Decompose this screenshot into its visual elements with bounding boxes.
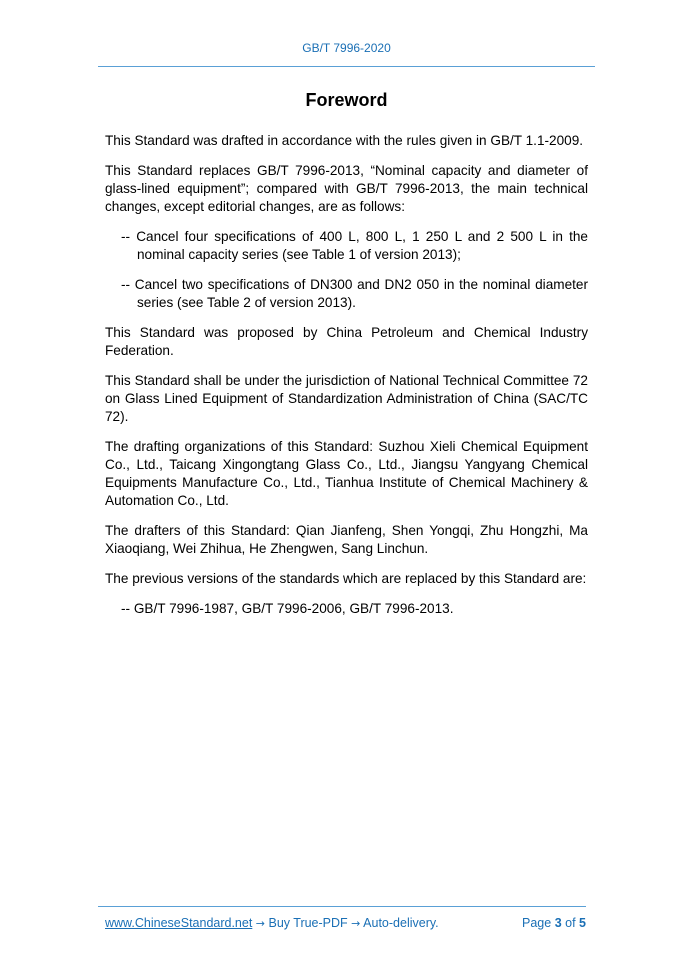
paragraph-drafting-rules: This Standard was drafted in accordance with the rules given in GB/T 1.1-2009. bbox=[105, 133, 584, 148]
page-current-number: 3 bbox=[554, 916, 562, 930]
previous-versions-list-item: -- GB/T 7996-1987, GB/T 7996-2006, GB/T 7996-2013. bbox=[121, 601, 454, 616]
page-of-label: of bbox=[565, 916, 576, 930]
header-divider bbox=[98, 66, 595, 67]
page-label: Page bbox=[522, 916, 552, 930]
paragraph-jurisdiction: This Standard shall be under the jurisdiction of National Technical Committee 72 on Glass Lined Equipment of Standardization Administration of China (SAC/TC 72). bbox=[105, 373, 588, 424]
auto-delivery-text: Auto-delivery. bbox=[360, 916, 439, 930]
change-list-item: -- Cancel two specifications of DN300 and DN2 050 in the nominal diameter series (see Table 2 of version 2013). bbox=[121, 277, 588, 310]
footer-divider bbox=[98, 906, 586, 907]
paragraph-previous-versions: The previous versions of the standards which are replaced by this Standard are: bbox=[105, 571, 587, 586]
footer-promo bbox=[105, 916, 439, 930]
paragraph-drafting-organizations: The drafting organizations of this Standard: Suzhou Xieli Chemical Equipment Co., Ltd., Taicang Xingongtang Glass Co., Ltd., Jiangsu Yangyang Chemical Equipments Manufacture Co., Ltd., Tianhua Institute of Chemical Machinery & Automation Co., Ltd. bbox=[105, 439, 588, 508]
change-list-item: -- Cancel four specifications of 400 L, 800 L, 1 250 L and 2 500 L in the nominal capacity series (see Table 1 of version 2013); bbox=[121, 229, 588, 262]
right-arrow-icon: → bbox=[255, 917, 266, 930]
document-body bbox=[105, 132, 588, 630]
page-title: Foreword bbox=[305, 90, 388, 110]
paragraph-proposed-by: This Standard was proposed by China Petroleum and Chemical Industry Federation. bbox=[105, 325, 588, 358]
page-total-number: 5 bbox=[579, 916, 586, 930]
page-indicator bbox=[522, 916, 586, 930]
running-header: GB/T 7996-2020 bbox=[302, 41, 391, 55]
paragraph-replaces: This Standard replaces GB/T 7996-2013, “Nominal capacity and diameter of glass-lined equipment”; compared with GB/T 7996-2013, the main technical changes, except editorial changes, are as follows: bbox=[105, 163, 588, 214]
buy-pdf-text: Buy True-PDF bbox=[265, 916, 352, 930]
paragraph-drafters: The drafters of this Standard: Qian Jianfeng, Shen Yongqi, Zhu Hongzhi, Ma Xiaoqiang, Wei Zhihua, He Zhengwen, Sang Linchun. bbox=[105, 523, 588, 556]
website-link[interactable]: www.ChineseStandard.net bbox=[105, 916, 253, 930]
right-arrow-icon: → bbox=[351, 917, 361, 930]
